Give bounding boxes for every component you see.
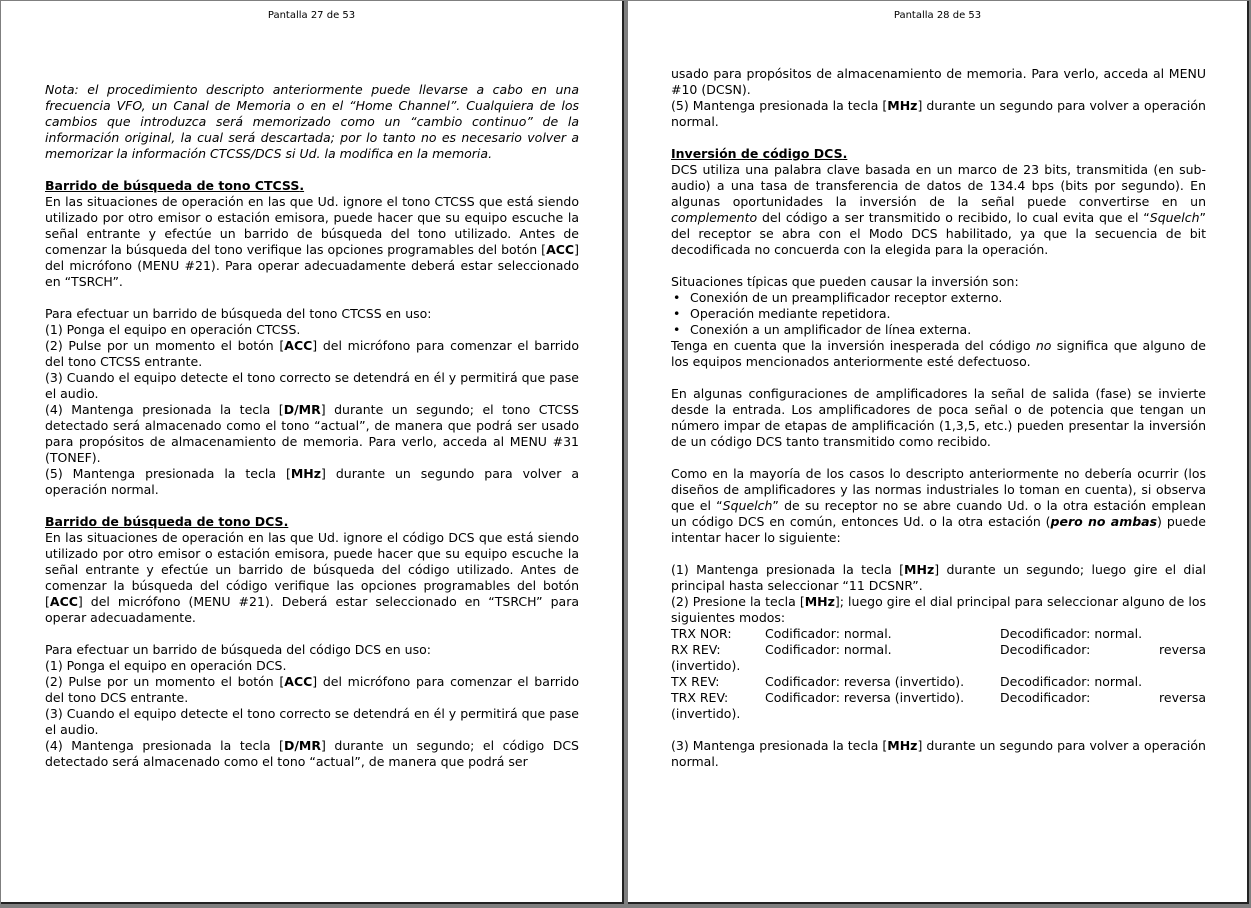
- mode-wrap: (invertido).: [671, 658, 741, 673]
- section-heading-ctcss: Barrido de búsqueda de tono CTCSS.: [45, 178, 305, 193]
- situations-title: Situaciones típicas que pueden causar la inversión son:: [671, 274, 1019, 289]
- mode-encoder: Codificador: reversa (invertido).: [765, 674, 965, 689]
- inversion-paragraph-2: Tenga en cuenta que la inversión inesperada del código no significa que alguno de los equipos mencionados anteriormente esté defectuoso.: [671, 338, 1206, 369]
- dcs-step-3: (3) Cuando el equipo detecte el tono correcto se detendrá en él y permitirá que pase el audio.: [45, 706, 579, 737]
- mode-name: RX REV:: [671, 642, 721, 657]
- mode-wrap: (invertido).: [671, 706, 741, 721]
- continued-text: usado para propósitos de almacenamiento de memoria. Para verlo, acceda al MENU #10 (DCSN).: [671, 66, 1206, 97]
- dcs-intro: En las situaciones de operación en las que Ud. ignore el código DCS que está siendo utilizado por otro emisor o estación emisora, puede hacer que su equipo escuche la señal entrante y efectúe un barrido de búsqueda del código utilizado. Antes de comenzar la búsqueda del código verifique las opciones programables del botón [ACC] del micrófono (MENU #21). Deberá estar seleccionado en “TSRCH” para operar adecuadamente.: [45, 530, 579, 625]
- mode-name: TRX NOR:: [671, 626, 732, 641]
- section-heading-dcs: Barrido de búsqueda de tono DCS.: [45, 514, 289, 529]
- dcs-step-2: (2) Pulse por un momento el botón [ACC] del micrófono para comenzar el barrido del tono DCS entrante.: [45, 674, 579, 705]
- inversion-paragraph-4: Como en la mayoría de los casos lo descripto anteriormente no debería ocurrir (los diseños de amplificadores y las normas industriales lo toman en cuenta), si observa que el “Squelch” de su receptor no se abre cuando Ud. o la otra estación emplean un código DCS en común, entonces Ud. o la otra estación (pero no ambas) puede intentar hacer lo siguiente:: [671, 466, 1206, 545]
- list-item: • Conexión a un amplificador de línea externa.: [690, 322, 1206, 338]
- mode-decoder: Decodificador: normal.: [1000, 674, 1143, 689]
- page-header: Pantalla 27 de 53: [267, 10, 356, 21]
- document-page-left: [1, 1, 624, 904]
- dcs-steps-title: Para efectuar un barrido de búsqueda del código DCS en uso:: [45, 642, 431, 657]
- inversion-paragraph-3: En algunas configuraciones de amplificadores la señal de salida (fase) se invierte desde la entrada. Los amplificadores de poca señal o de potencia que tengan un número impar de etapas de amplificación (1,3,5, etc.) pueden presentar la inversión de un código DCS tanto transmitido como recibido.: [671, 386, 1206, 449]
- document-page-right: [628, 1, 1249, 904]
- inversion-step-3: (3) Mantenga presionada la tecla [MHz] durante un segundo para volver a operación normal.: [671, 738, 1206, 769]
- page-header: Pantalla 28 de 53: [893, 10, 982, 21]
- dcs-step-4: (4) Mantenga presionada la tecla [D/MR] durante un segundo; el código DCS detectado será almacenado como el tono “actual”, de manera que podrá ser: [45, 738, 579, 769]
- dcs-step-1: (1) Ponga el equipo en operación DCS.: [45, 658, 287, 673]
- mode-row: [671, 626, 1206, 642]
- mode-name: TX REV:: [671, 674, 720, 689]
- ctcss-step-5: (5) Mantenga presionada la tecla [MHz] durante un segundo para volver a operación normal.: [45, 466, 579, 497]
- list-item: • Conexión de un preamplificador receptor externo.: [690, 290, 1206, 306]
- mode-decoder: Decodificador: normal.: [1000, 626, 1143, 641]
- ctcss-steps-title: Para efectuar un barrido de búsqueda del tono CTCSS en uso:: [45, 306, 432, 321]
- dcs-step-5: (5) Mantenga presionada la tecla [MHz] durante un segundo para volver a operación normal.: [671, 98, 1206, 129]
- ctcss-step-4: (4) Mantenga presionada la tecla [D/MR] durante un segundo; el tono CTCSS detectado será almacenado como el tono “actual”, de manera que podrá ser usado para propósitos de almacenamiento de memoria. Para verlo, acceda al MENU #31 (TONEF).: [45, 402, 579, 465]
- inversion-paragraph-1: DCS utiliza una palabra clave basada en un marco de 23 bits, transmitida (en sub-audio) a una tasa de transferencia de datos de 134.4 bps (bits por segundo). En algunas oportunidades la inversión de la señal puede convertirse en un complemento del código a ser transmitido o recibido, lo cual evita que el “Squelch” del receptor se abra con el Modo DCS habilitado, ya que la secuencia de bit decodificada no concuerda con la elegida para la operación.: [671, 162, 1206, 257]
- mode-name: TRX REV:: [671, 690, 729, 705]
- section-heading-inversion: Inversión de código DCS.: [671, 146, 848, 161]
- situations-list: [671, 290, 1206, 338]
- ctcss-step-3: (3) Cuando el equipo detecte el tono correcto se detendrá en él y permitirá que pase el audio.: [45, 370, 579, 401]
- note-paragraph: Nota: el procedimiento descripto anteriormente puede llevarse a cabo en una frecuencia VFO, un Canal de Memoria o en el “Home Channel”. Cualquiera de los cambios que introduzca será memorizado como un “cambio continuo” de la información original, la cual será descartada; por lo tanto no es necesario volver a memorizar la información CTCSS/DCS si Ud. la modifica en la memoria.: [45, 82, 579, 161]
- inversion-step-2: (2) Presione la tecla [MHz]; luego gire el dial principal para seleccionar alguno de los siguientes modos:: [671, 594, 1207, 625]
- inversion-step-1: (1) Mantenga presionada la tecla [MHz] durante un segundo; luego gire el dial principal hasta seleccionar “11 DCSNR”.: [671, 562, 1206, 593]
- page-content: [671, 66, 1206, 770]
- ctcss-intro: En las situaciones de operación en las que Ud. ignore el tono CTCSS que está siendo utilizado por otro emisor o estación emisora, puede hacer que su equipo escuche la señal entrante y efectúe un barrido de búsqueda del tono utilizado. Antes de comenzar la búsqueda del tono verifique las opciones programables del botón [ACC] del micrófono (MENU #21). Para operar adecuadamente deberá estar seleccionado en “TSRCH”.: [45, 194, 579, 289]
- mode-encoder: Codificador: normal.: [765, 626, 892, 641]
- mode-row: [671, 642, 1206, 658]
- ctcss-step-2: (2) Pulse por un momento el botón [ACC] del micrófono para comenzar el barrido del tono CTCSS entrante.: [45, 338, 579, 369]
- modes-table: [671, 626, 1206, 722]
- ctcss-step-1: (1) Ponga el equipo en operación CTCSS.: [45, 322, 301, 337]
- list-item: • Operación mediante repetidora.: [690, 306, 1206, 322]
- mode-decoder: Decodificador: reversa: [1000, 690, 1206, 705]
- mode-row: [671, 690, 1206, 706]
- mode-encoder: Codificador: normal.: [765, 642, 892, 657]
- mode-row: [671, 674, 1206, 690]
- mode-encoder: Codificador: reversa (invertido).: [765, 690, 965, 705]
- page-content: [45, 82, 579, 770]
- mode-decoder: Decodificador: reversa: [1000, 642, 1206, 657]
